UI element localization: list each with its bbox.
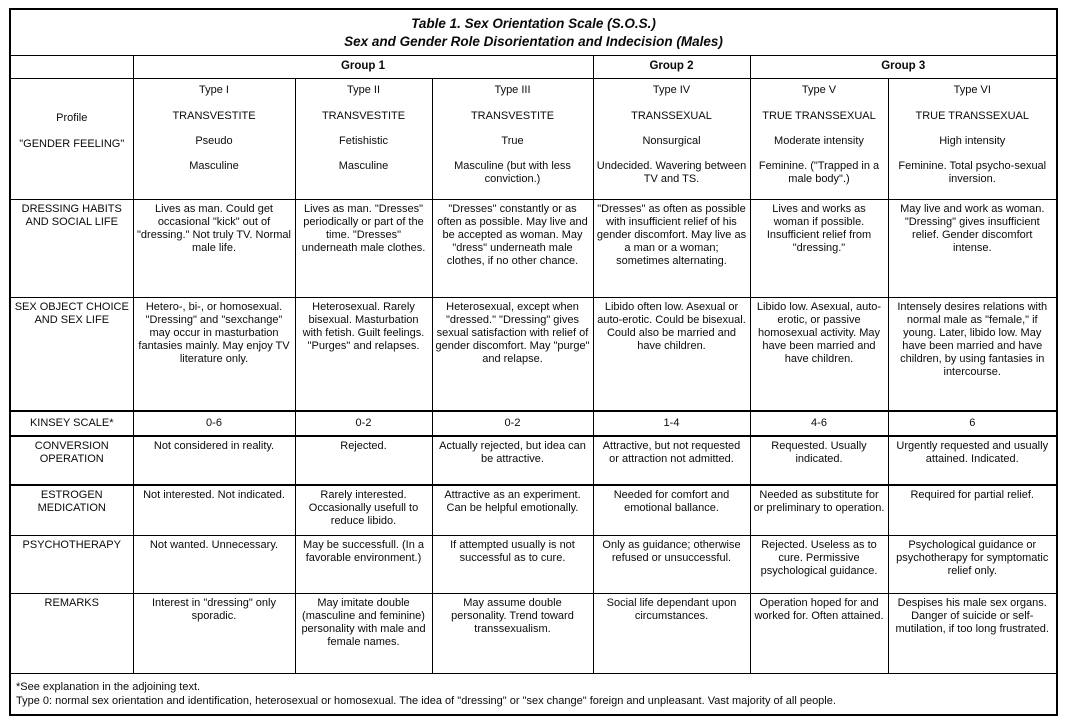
- cell-sexobject-type5: Libido low. Asexual, auto-erotic, or passive homosexual activity. May have been married and have children.: [750, 298, 888, 411]
- cell-psychotherapy-type5: Rejected. Useless as to cure. Permissive psychological guidance.: [750, 536, 888, 594]
- sos-table: [9, 8, 1058, 716]
- type-2-subtype: Fetishistic: [339, 134, 388, 147]
- profile-cell-type3: [432, 78, 593, 199]
- cell-estrogen-type2: Rarely interested. Occasionally usefull to reduce libido.: [295, 485, 432, 536]
- profile-cell-type5: [750, 78, 888, 199]
- type-4-subtype: Nonsurgical: [642, 134, 701, 147]
- type-3-subtype: True: [501, 134, 524, 147]
- type-5-heading: Type V: [801, 83, 837, 96]
- table-title-cell: [10, 9, 1057, 55]
- cell-estrogen-type4: Needed for comfort and emotional ballance.: [593, 485, 750, 536]
- group-header-2: Group 2: [593, 55, 750, 78]
- row-label-sex-object-choice: SEX OBJECT CHOICE AND SEX LIFE: [10, 298, 133, 411]
- row-psychotherapy: [10, 536, 1057, 594]
- title-row: [10, 9, 1057, 55]
- type-1-subtype: Pseudo: [195, 134, 233, 147]
- cell-estrogen-type6: Required for partial relief.: [888, 485, 1057, 536]
- cell-estrogen-type5: Needed as substitute for or preliminary to operation.: [750, 485, 888, 536]
- profile-label-line2: "GENDER FEELING": [19, 137, 125, 150]
- row-label-estrogen-medication: ESTROGEN MEDICATION: [10, 485, 133, 536]
- cell-kinsey-type1: 0-6: [133, 411, 295, 435]
- type-3-heading: Type III: [494, 83, 531, 96]
- type-4-category: TRANSSEXUAL: [631, 109, 712, 122]
- cell-psychotherapy-type3: If attempted usually is not successful as to cure.: [432, 536, 593, 594]
- table-subtitle: Sex and Gender Role Disorientation and Indecision (Males): [344, 34, 723, 50]
- cell-conversion-type1: Not considered in reality.: [133, 436, 295, 486]
- row-kinsey-scale: [10, 411, 1057, 435]
- row-label-psychotherapy: PSYCHOTHERAPY: [10, 536, 133, 594]
- cell-estrogen-type3: Attractive as an experiment. Can be helpful emotionally.: [432, 485, 593, 536]
- cell-sexobject-type2: Heterosexual. Rarely bisexual. Masturbation with fetish. Guilt feelings. "Purges" and relapses.: [295, 298, 432, 411]
- cell-dressing-type3: "Dresses" constantly or as often as possible. May live and be accepted as woman. May "dress" underneath male clothes, if no other chance.: [432, 200, 593, 298]
- row-label-dressing-habits: DRESSING HABITS AND SOCIAL LIFE: [10, 200, 133, 298]
- cell-remarks-type6: Despises his male sex organs. Danger of suicide or self-mutilation, if too long frustrated.: [888, 593, 1057, 673]
- cell-estrogen-type1: Not interested. Not indicated.: [133, 485, 295, 536]
- cell-sexobject-type3: Heterosexual, except when "dressed." "Dressing" gives sexual satisfaction with relief of gender discomfort. May "purge" and relapse.: [432, 298, 593, 411]
- type-5-category: TRUE TRANSSEXUAL: [762, 109, 876, 122]
- type-6-subtype: High intensity: [939, 134, 1006, 147]
- cell-conversion-type3: Actually rejected, but idea can be attractive.: [432, 436, 593, 486]
- footnote-cell: [10, 673, 1057, 715]
- group-header-1: Group 1: [133, 55, 593, 78]
- profile-cell-type4: [593, 78, 750, 199]
- cell-sexobject-type1: Hetero-, bi-, or homosexual. "Dressing" and "sexchange" may occur in masturbation fantasies mainly. May enjoy TV literature only.: [133, 298, 295, 411]
- cell-conversion-type5: Requested. Usually indicated.: [750, 436, 888, 486]
- type-1-heading: Type I: [199, 83, 229, 96]
- type-1-feeling: Masculine: [189, 159, 239, 172]
- cell-conversion-type4: Attractive, but not requested or attraction not admitted.: [593, 436, 750, 486]
- row-label-profile: [10, 78, 133, 199]
- cell-kinsey-type6: 6: [888, 411, 1057, 435]
- profile-cell-type2: [295, 78, 432, 199]
- group-header-3: Group 3: [750, 55, 1057, 78]
- cell-psychotherapy-type1: Not wanted. Unnecessary.: [133, 536, 295, 594]
- type-5-feeling: Feminine. ("Trapped in a male body".): [758, 159, 880, 185]
- type-5-subtype: Moderate intensity: [774, 134, 864, 147]
- cell-dressing-type2: Lives as man. "Dresses" periodically or part of the time. "Dresses" underneath male clothes.: [295, 200, 432, 298]
- type-2-category: TRANSVESTITE: [321, 109, 406, 122]
- profile-cell-type6: [888, 78, 1057, 199]
- row-label-remarks: REMARKS: [10, 593, 133, 673]
- type-3-category: TRANSVESTITE: [470, 109, 555, 122]
- cell-psychotherapy-type4: Only as guidance; otherwise refused or unsuccessful.: [593, 536, 750, 594]
- cell-kinsey-type4: 1-4: [593, 411, 750, 435]
- profile-row: [10, 78, 1057, 199]
- type-2-feeling: Masculine: [338, 159, 389, 172]
- group-header-row: [10, 55, 1057, 78]
- table-title: Table 1. Sex Orientation Scale (S.O.S.): [411, 16, 656, 32]
- cell-kinsey-type2: 0-2: [295, 411, 432, 435]
- type-4-feeling: Undecided. Wavering between TV and TS.: [596, 159, 747, 185]
- row-conversion-operation: [10, 436, 1057, 486]
- type-6-feeling: Feminine. Total psycho-sexual inversion.: [898, 159, 1047, 185]
- row-label-conversion-operation: CONVERSION OPERATION: [10, 436, 133, 486]
- cell-conversion-type2: Rejected.: [295, 436, 432, 486]
- cell-dressing-type1: Lives as man. Could get occasional "kick" out of "dressing." Not truly TV. Normal male life.: [133, 200, 295, 298]
- cell-sexobject-type4: Libido often low. Asexual or auto-erotic. Could be bisexual. Could also be married and have children.: [593, 298, 750, 411]
- group-header-spacer: [10, 55, 133, 78]
- cell-dressing-type5: Lives and works as woman if possible. Insufficient relief from "dressing.": [750, 200, 888, 298]
- profile-cell-type1: [133, 78, 295, 199]
- cell-sexobject-type6: Intensely desires relations with normal male as "female," if young. Later, libido low. May have been married and have children, by using fantasies in intercourse.: [888, 298, 1057, 411]
- footnote-line-1: *See explanation in the adjoining text.: [16, 680, 201, 693]
- cell-remarks-type3: May assume double personality. Trend toward transsexualism.: [432, 593, 593, 673]
- cell-remarks-type4: Social life dependant upon circumstances.: [593, 593, 750, 673]
- type-6-category: TRUE TRANSSEXUAL: [915, 109, 1029, 122]
- cell-psychotherapy-type6: Psychological guidance or psychotherapy for symptomatic relief only.: [888, 536, 1057, 594]
- footnote-row: [10, 673, 1057, 715]
- type-4-heading: Type IV: [652, 83, 691, 96]
- type-6-heading: Type VI: [953, 83, 991, 96]
- cell-dressing-type6: May live and work as woman. "Dressing" gives insufficient relief. Gender discomfort intense.: [888, 200, 1057, 298]
- cell-dressing-type4: "Dresses" as often as possible with insufficient relief of his gender discomfort. May live as a man or a woman; sometimes alternating.: [593, 200, 750, 298]
- row-sex-object-choice: [10, 298, 1057, 411]
- row-estrogen-medication: [10, 485, 1057, 536]
- cell-conversion-type6: Urgently requested and usually attained. Indicated.: [888, 436, 1057, 486]
- row-label-kinsey-scale: KINSEY SCALE*: [10, 411, 133, 435]
- cell-remarks-type5: Operation hoped for and worked for. Often attained.: [750, 593, 888, 673]
- row-dressing-habits: [10, 200, 1057, 298]
- row-remarks: [10, 593, 1057, 673]
- profile-label-line1: Profile: [56, 111, 88, 124]
- footnote-line-2: Type 0: normal sex orientation and identification, heterosexual or homosexual. The idea of "dressing" or "sex change" foreign and unpleasant. Vast majority of all people.: [16, 694, 836, 707]
- type-3-feeling: Masculine (but with less conviction.): [454, 159, 571, 185]
- type-1-category: TRANSVESTITE: [172, 109, 256, 122]
- type-2-heading: Type II: [346, 83, 381, 96]
- cell-kinsey-type5: 4-6: [750, 411, 888, 435]
- cell-remarks-type1: Interest in "dressing" only sporadic.: [133, 593, 295, 673]
- cell-psychotherapy-type2: May be successfull. (In a favorable environment.): [295, 536, 432, 594]
- cell-kinsey-type3: 0-2: [432, 411, 593, 435]
- cell-remarks-type2: May imitate double (masculine and feminine) personality with male and female names.: [295, 593, 432, 673]
